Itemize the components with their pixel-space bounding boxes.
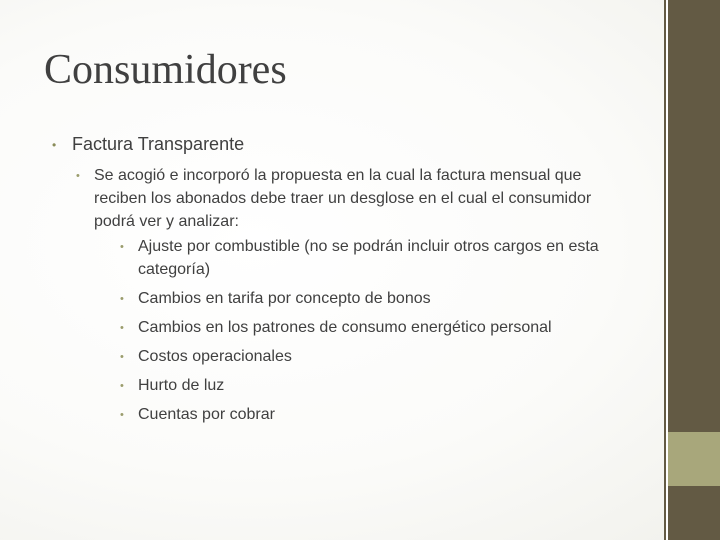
bullet-icon: • — [120, 241, 124, 253]
list-item-text: Costos operacionales — [138, 348, 292, 365]
bullet-icon: • — [52, 138, 57, 152]
sidebar-accent-block — [668, 432, 720, 486]
bullet-level1 — [50, 132, 630, 156]
list-item-text: Cambios en los patrones de consumo energético personal — [138, 319, 552, 336]
list-item-text: Hurto de luz — [138, 377, 225, 394]
bullet-level2-text: Se acogió e incorporó la propuesta en la cual la factura mensual que reciben los abonados debe traer un desglose en el cual el consumidor podrá ver y analizar: — [94, 167, 592, 230]
slide-content — [50, 132, 630, 426]
list-item — [120, 287, 630, 310]
slide-title: Consumidores — [44, 47, 287, 93]
list-item — [120, 235, 630, 281]
bullet-icon: • — [120, 322, 124, 334]
list-item-text: Ajuste por combustible (no se podrán incluir otros cargos en esta categoría) — [138, 238, 599, 278]
list-item — [120, 316, 630, 339]
bullet-icon: • — [120, 293, 124, 305]
bullet-level3-list — [120, 235, 630, 426]
list-item-text: Cambios en tarifa por concepto de bonos — [138, 290, 431, 307]
bullet-icon: • — [120, 380, 124, 392]
list-item-text: Cuentas por cobrar — [138, 406, 275, 423]
list-item — [120, 374, 630, 397]
bullet-icon: • — [120, 351, 124, 363]
bullet-icon: • — [120, 409, 124, 421]
bullet-level2 — [76, 164, 630, 426]
list-item — [120, 345, 630, 368]
bullet-level1-text: Factura Transparente — [72, 134, 245, 154]
list-item — [120, 403, 630, 426]
bullet-icon: • — [76, 170, 80, 182]
